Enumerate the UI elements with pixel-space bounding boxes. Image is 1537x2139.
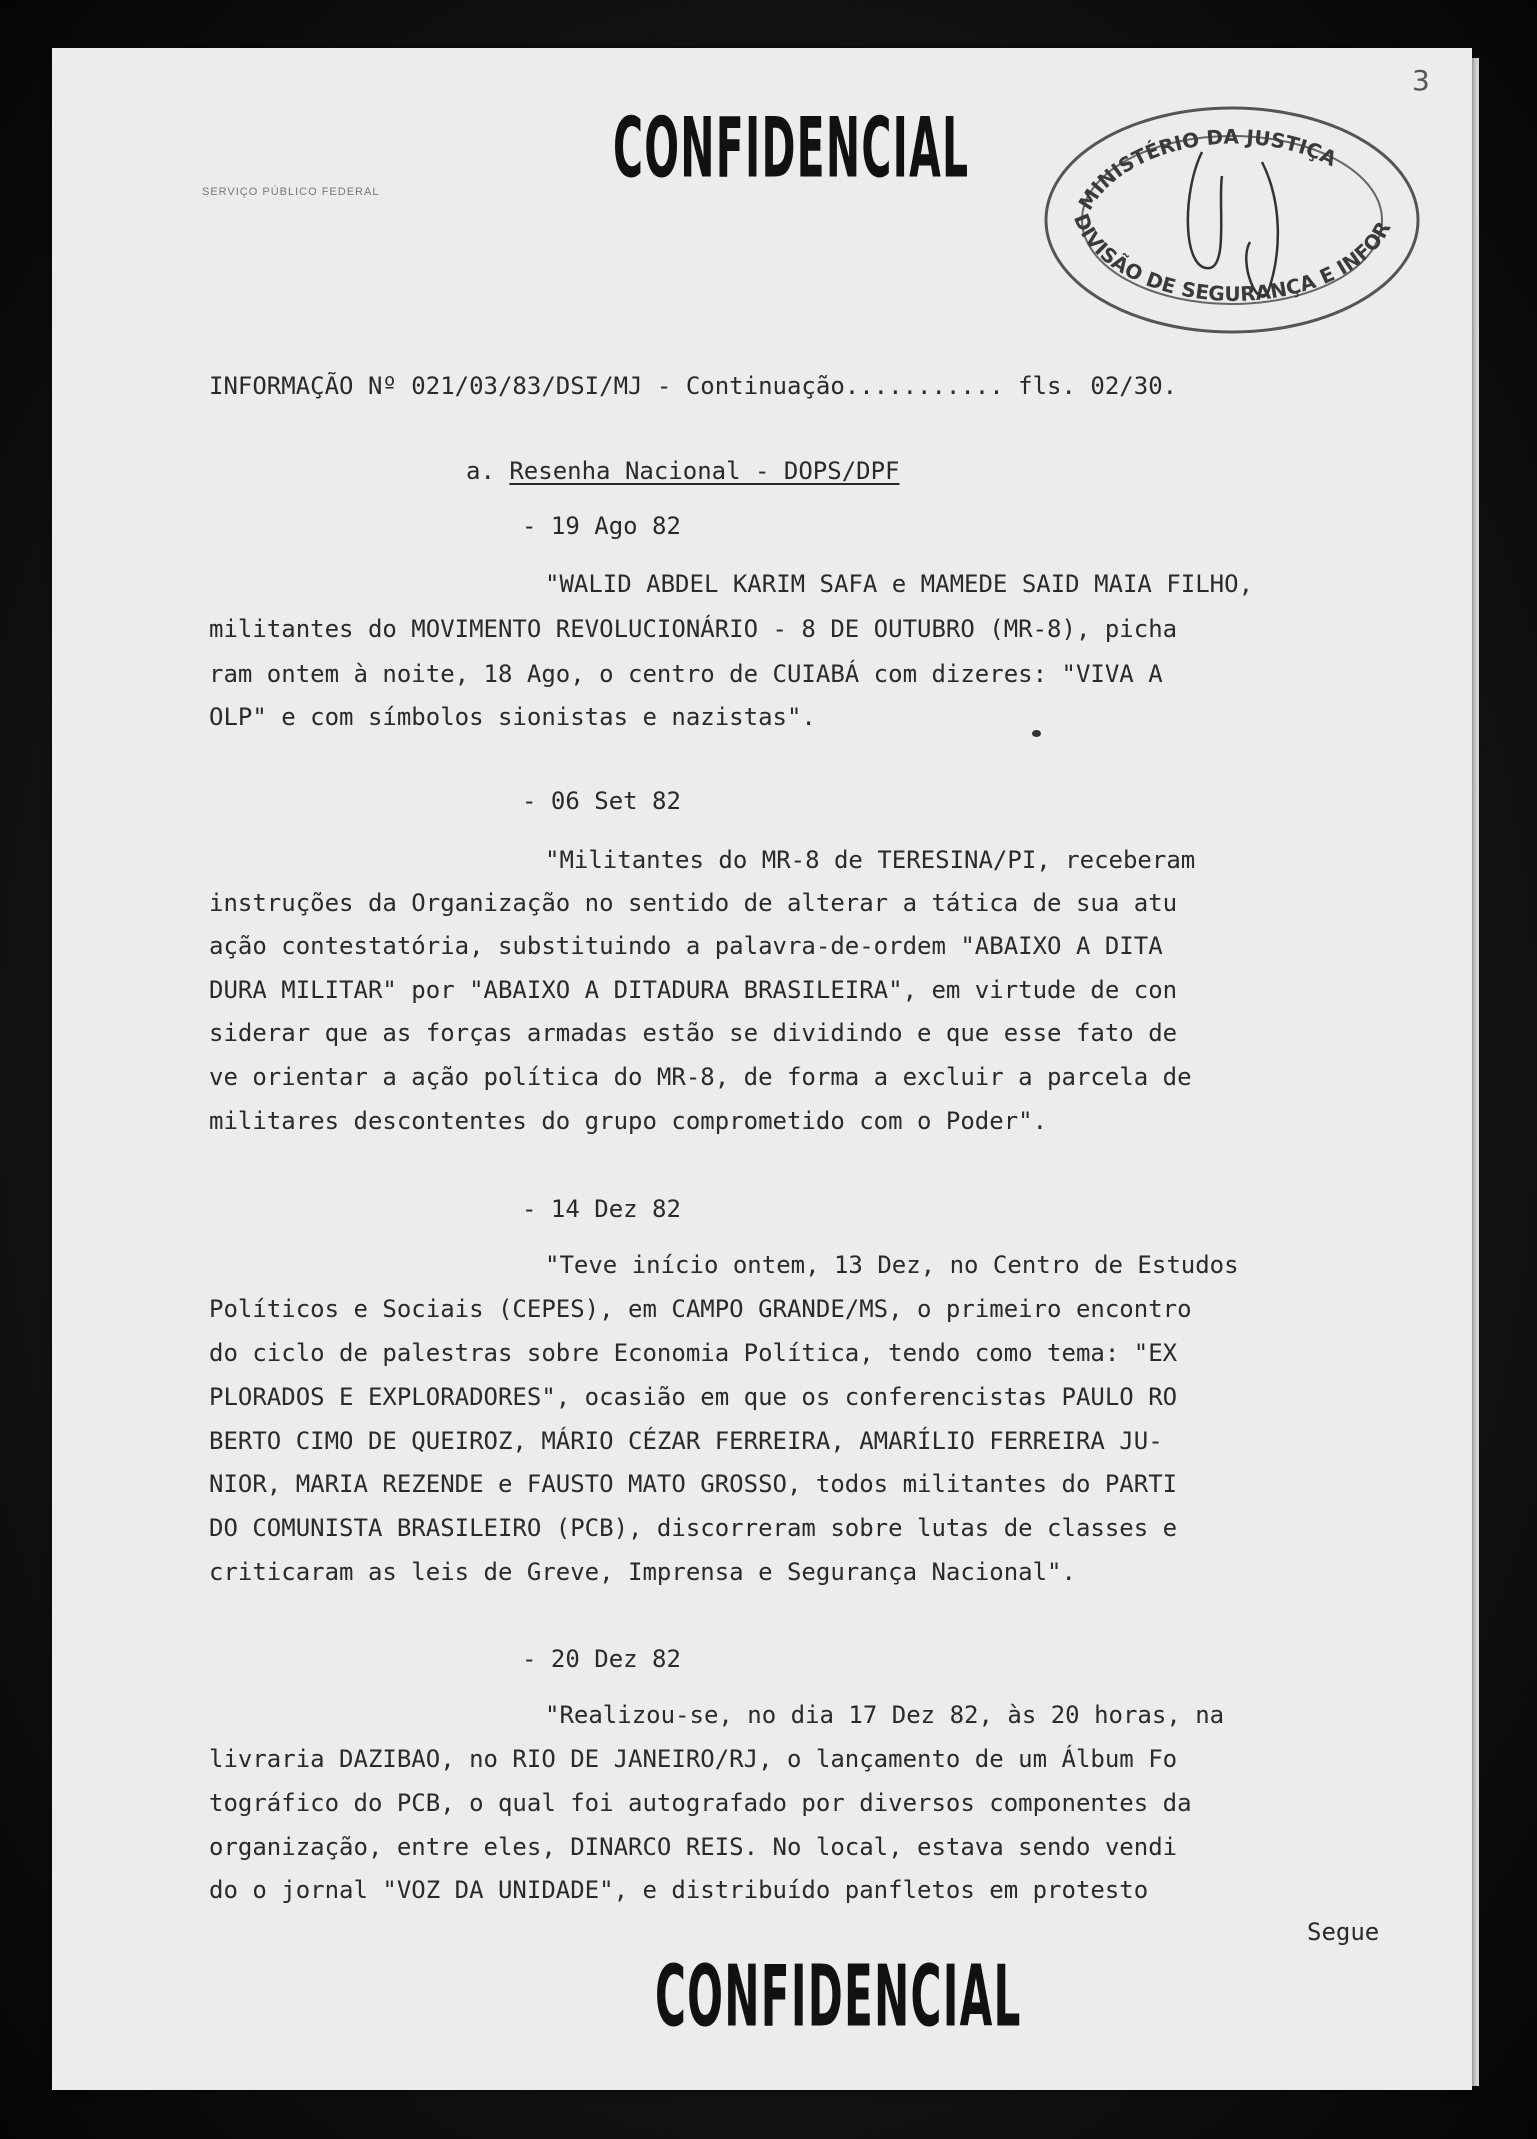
entry-line: militares descontentes do grupo comprometido com o Poder". (209, 1107, 1048, 1135)
stamp-bottom-text: DIVISÃO DE SEGURANÇA E INFOR (1069, 210, 1396, 307)
entry-line: ram ontem à noite, 18 Ago, o centro de CUIABÁ com dizeres: "VIVA A (209, 660, 1163, 688)
entry-line: DURA MILITAR" por "ABAIXO A DITADURA BRASILEIRA", em virtude de con (209, 976, 1178, 1004)
entry-line: NIOR, MARIA REZENDE e FAUSTO MATO GROSSO, todos militantes do PARTI (209, 1470, 1178, 1498)
entry-line: do o jornal "VOZ DA UNIDADE", e distribuído panfletos em protesto (209, 1876, 1149, 1904)
entry-line: livraria DAZIBAO, no RIO DE JANEIRO/RJ, o lançamento de um Álbum Fo (209, 1745, 1178, 1773)
entry-line: organização, entre eles, DINARCO REIS. No local, estava sendo vendi (209, 1833, 1178, 1861)
entry-date: - 14 Dez 82 (522, 1195, 681, 1223)
info-line: INFORMAÇÃO Nº 021/03/83/DSI/MJ - Continuação........... fls. 02/30. (209, 372, 1178, 400)
entry-line: "Teve início ontem, 13 Dez, no Centro de Estudos (545, 1251, 1239, 1279)
entry-line: ve orientar a ação política do MR-8, de forma a excluir a parcela de (209, 1063, 1192, 1091)
entry-line: BERTO CIMO DE QUEIROZ, MÁRIO CÉZAR FERREIRA, AMARÍLIO FERREIRA JU- (209, 1427, 1163, 1455)
entry-line: DO COMUNISTA BRASILEIRO (PCB), discorreram sobre lutas de classes e (209, 1514, 1178, 1542)
entry-line: "Militantes do MR-8 de TERESINA/PI, receberam (545, 846, 1196, 874)
continue-label: Segue (1307, 1918, 1380, 1946)
entry-line: OLP" e com símbolos sionistas e nazistas". (209, 703, 816, 731)
svg-text:MINISTÉRIO DA JUSTIÇA (1073, 124, 1340, 214)
entry-line: ação contestatória, substituindo a palavra-de-ordem "ABAIXO A DITA (209, 932, 1163, 960)
stamp-top-text: MINISTÉRIO DA JUSTIÇA (1073, 124, 1341, 215)
entry-line: do ciclo de palestras sobre Economia Política, tendo como tema: "EX (209, 1339, 1178, 1367)
ministry-stamp (1032, 92, 1428, 340)
entry-date: - 20 Dez 82 (522, 1645, 681, 1673)
entry-line: "Realizou-se, no dia 17 Dez 82, às 20 horas, na (545, 1701, 1225, 1729)
entry-date: - 19 Ago 82 (522, 512, 681, 540)
entry-line: PLORADOS E EXPLORADORES", ocasião em que os conferencistas PAULO RO (209, 1383, 1178, 1411)
entry-line: instruções da Organização no sentido de alterar a tática de sua atu (209, 889, 1178, 917)
entry-line: militantes do MOVIMENTO REVOLUCIONÁRIO - 8 DE OUTUBRO (MR-8), picha (209, 615, 1178, 643)
classification-header: CONFIDENCIAL (613, 100, 970, 197)
entry-line: Políticos e Sociais (CEPES), em CAMPO GRANDE/MS, o primeiro encontro (209, 1295, 1192, 1323)
initials-signature (1188, 152, 1278, 297)
section-title: a. Resenha Nacional - DOPS/DPF (466, 457, 900, 485)
entry-date: - 06 Set 82 (522, 787, 681, 815)
entry-line: tográfico do PCB, o qual foi autografado por diversos componentes da (209, 1789, 1192, 1817)
page-number: 3 (1412, 64, 1430, 97)
entry-line: "WALID ABDEL KARIM SAFA e MAMEDE SAID MAIA FILHO, (545, 570, 1254, 598)
service-header: SERVIÇO PÚBLICO FEDERAL (202, 186, 380, 198)
section-title-text: Resenha Nacional - DOPS/DPF (509, 457, 900, 485)
classification-footer: CONFIDENCIAL (655, 1948, 1022, 2047)
entry-line: siderar que as forças armadas estão se dividindo e que esse fato de (209, 1019, 1178, 1047)
entry-line: criticaram as leis de Greve, Imprensa e Segurança Nacional". (209, 1558, 1076, 1586)
ink-dot (1032, 730, 1041, 737)
